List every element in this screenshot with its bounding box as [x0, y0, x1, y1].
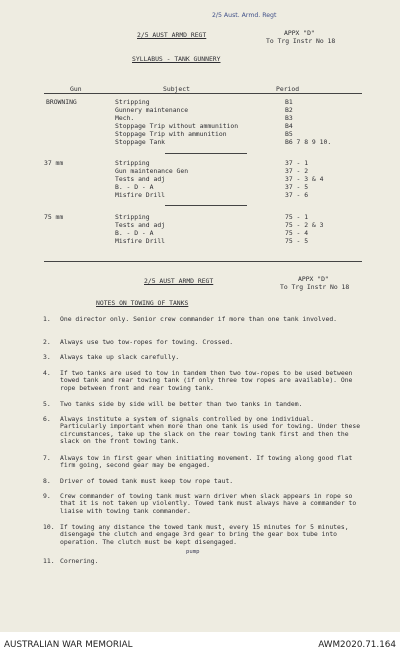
- header-period: Period: [276, 85, 300, 93]
- period-cell: 37 - 5: [285, 183, 309, 191]
- handwritten-note: pump: [186, 549, 200, 555]
- note-number: 2.: [43, 338, 51, 346]
- period-cell: 75 - 2 & 3: [285, 221, 324, 229]
- period-cell: 75 - 5: [285, 237, 309, 245]
- subject-cell: Misfire Drill: [115, 237, 166, 245]
- appx-label-2: APPX "D": [298, 275, 329, 283]
- note-number: 6.: [43, 415, 51, 423]
- header-gun: Gun: [70, 85, 82, 93]
- group-divider: [165, 205, 247, 206]
- note-text: One director only. Senior crew commander if more than one tank involved.: [60, 315, 338, 323]
- note-text: Always take up slack carefully.: [60, 353, 180, 361]
- subject-cell: Gun maintenance Gen: [115, 167, 189, 175]
- notes-title: NOTES ON TOWING OF TANKS: [96, 299, 189, 307]
- unit-heading-2: 2/5 AUST ARMD REGT: [144, 277, 214, 285]
- subject-cell: Tests and adj: [115, 175, 166, 183]
- footer-accession-number: AWM2020.71.164: [318, 640, 396, 650]
- period-cell: B2: [285, 106, 293, 114]
- note-number: 7.: [43, 454, 51, 462]
- note-text: Always use two tow-ropes for towing. Crossed.: [60, 338, 234, 346]
- subject-cell: Misfire Drill: [115, 191, 166, 199]
- period-cell: B5: [285, 130, 293, 138]
- gun-37mm: 37 mm: [44, 159, 64, 167]
- subject-cell: B. - D - A: [115, 183, 154, 191]
- note-text: Always tow in first gear when initiating movement. If towing along good flat firm going, second gear may be engaged.: [60, 454, 353, 470]
- footer-credit: AUSTRALIAN WAR MEMORIAL: [4, 640, 133, 650]
- note-text: Cornering.: [60, 557, 99, 565]
- subject-cell: Stripping: [115, 159, 150, 167]
- unit-heading-1: 2/5 AUST ARMD REGT: [137, 31, 207, 39]
- note-number: 8.: [43, 477, 51, 485]
- subject-cell: B. - D - A: [115, 229, 154, 237]
- period-cell: 75 - 1: [285, 213, 309, 221]
- to-trg-label-2: To Trg Instr No 18: [280, 283, 350, 291]
- subject-cell: Stripping: [115, 98, 150, 106]
- header-rule: [44, 93, 362, 94]
- syllabus-title: SYLLABUS - TANK GUNNERY: [132, 55, 221, 63]
- note-number: 1.: [43, 315, 51, 323]
- gun-browning: BROWNING: [46, 98, 77, 106]
- subject-cell: Stripping: [115, 213, 150, 221]
- note-number: 10.: [43, 523, 55, 531]
- note-text: Two tanks side by side will be better than two tanks in tandem.: [60, 400, 303, 408]
- period-cell: B4: [285, 122, 293, 130]
- period-cell: 37 - 6: [285, 191, 309, 199]
- note-number: 3.: [43, 353, 51, 361]
- appx-label-1: APPX "D": [284, 29, 315, 37]
- period-cell: 37 - 3 & 4: [285, 175, 324, 183]
- period-cell: B6 7 8 9 10.: [285, 138, 332, 146]
- note-text: Crew commander of towing tank must warn driver when slack appears in rope so that it is not taken up violently. Towed tank must always have a commander to liaise with towing tank commander.: [60, 492, 357, 515]
- subject-cell: Gunnery maintenance: [115, 106, 189, 114]
- group-divider: [165, 153, 247, 154]
- period-cell: 37 - 1: [285, 159, 309, 167]
- note-number: 9.: [43, 492, 51, 500]
- note-text: If towing any distance the towed tank must, every 15 minutes for 5 minutes, disengage the clutch and engage 3rd gear to bring the gear box tube into operation. The clutch must be kept disengaged.: [60, 523, 349, 546]
- unit-stamp: 2/5 Aust. Armd. Regt: [212, 12, 277, 19]
- note-number: 5.: [43, 400, 51, 408]
- note-number: 11.: [43, 557, 55, 565]
- gun-75mm: 75 mm: [44, 213, 64, 221]
- header-subject: Subject: [163, 85, 190, 93]
- period-cell: B3: [285, 114, 293, 122]
- subject-cell: Tests and adj: [115, 221, 166, 229]
- note-number: 4.: [43, 369, 51, 377]
- subject-cell: Stoppage Tank: [115, 138, 166, 146]
- to-trg-label-1: To Trg Instr No 18: [266, 37, 336, 45]
- note-text: If two tanks are used to tow in tandem then two tow-ropes to be used between towed tank and rear towing tank (if only three tow ropes are available). One rope between front and rear towing tank.: [60, 369, 353, 392]
- period-cell: 37 - 2: [285, 167, 309, 175]
- subject-cell: Mech.: [115, 114, 135, 122]
- subject-cell: Stoppage Trip without ammunition: [115, 122, 239, 130]
- period-cell: B1: [285, 98, 293, 106]
- table-bottom-rule: [44, 261, 362, 262]
- note-text: Driver of towed tank must keep tow rope taut.: [60, 477, 234, 485]
- subject-cell: Stoppage Trip with ammunition: [115, 130, 227, 138]
- period-cell: 75 - 4: [285, 229, 309, 237]
- note-text: Always institute a system of signals controlled by one individual. Particularly important when more than one tank is used for towing. Under these circumstances, take up the slack on the rear towing tank first and then the slack on the front towing tank.: [60, 415, 361, 445]
